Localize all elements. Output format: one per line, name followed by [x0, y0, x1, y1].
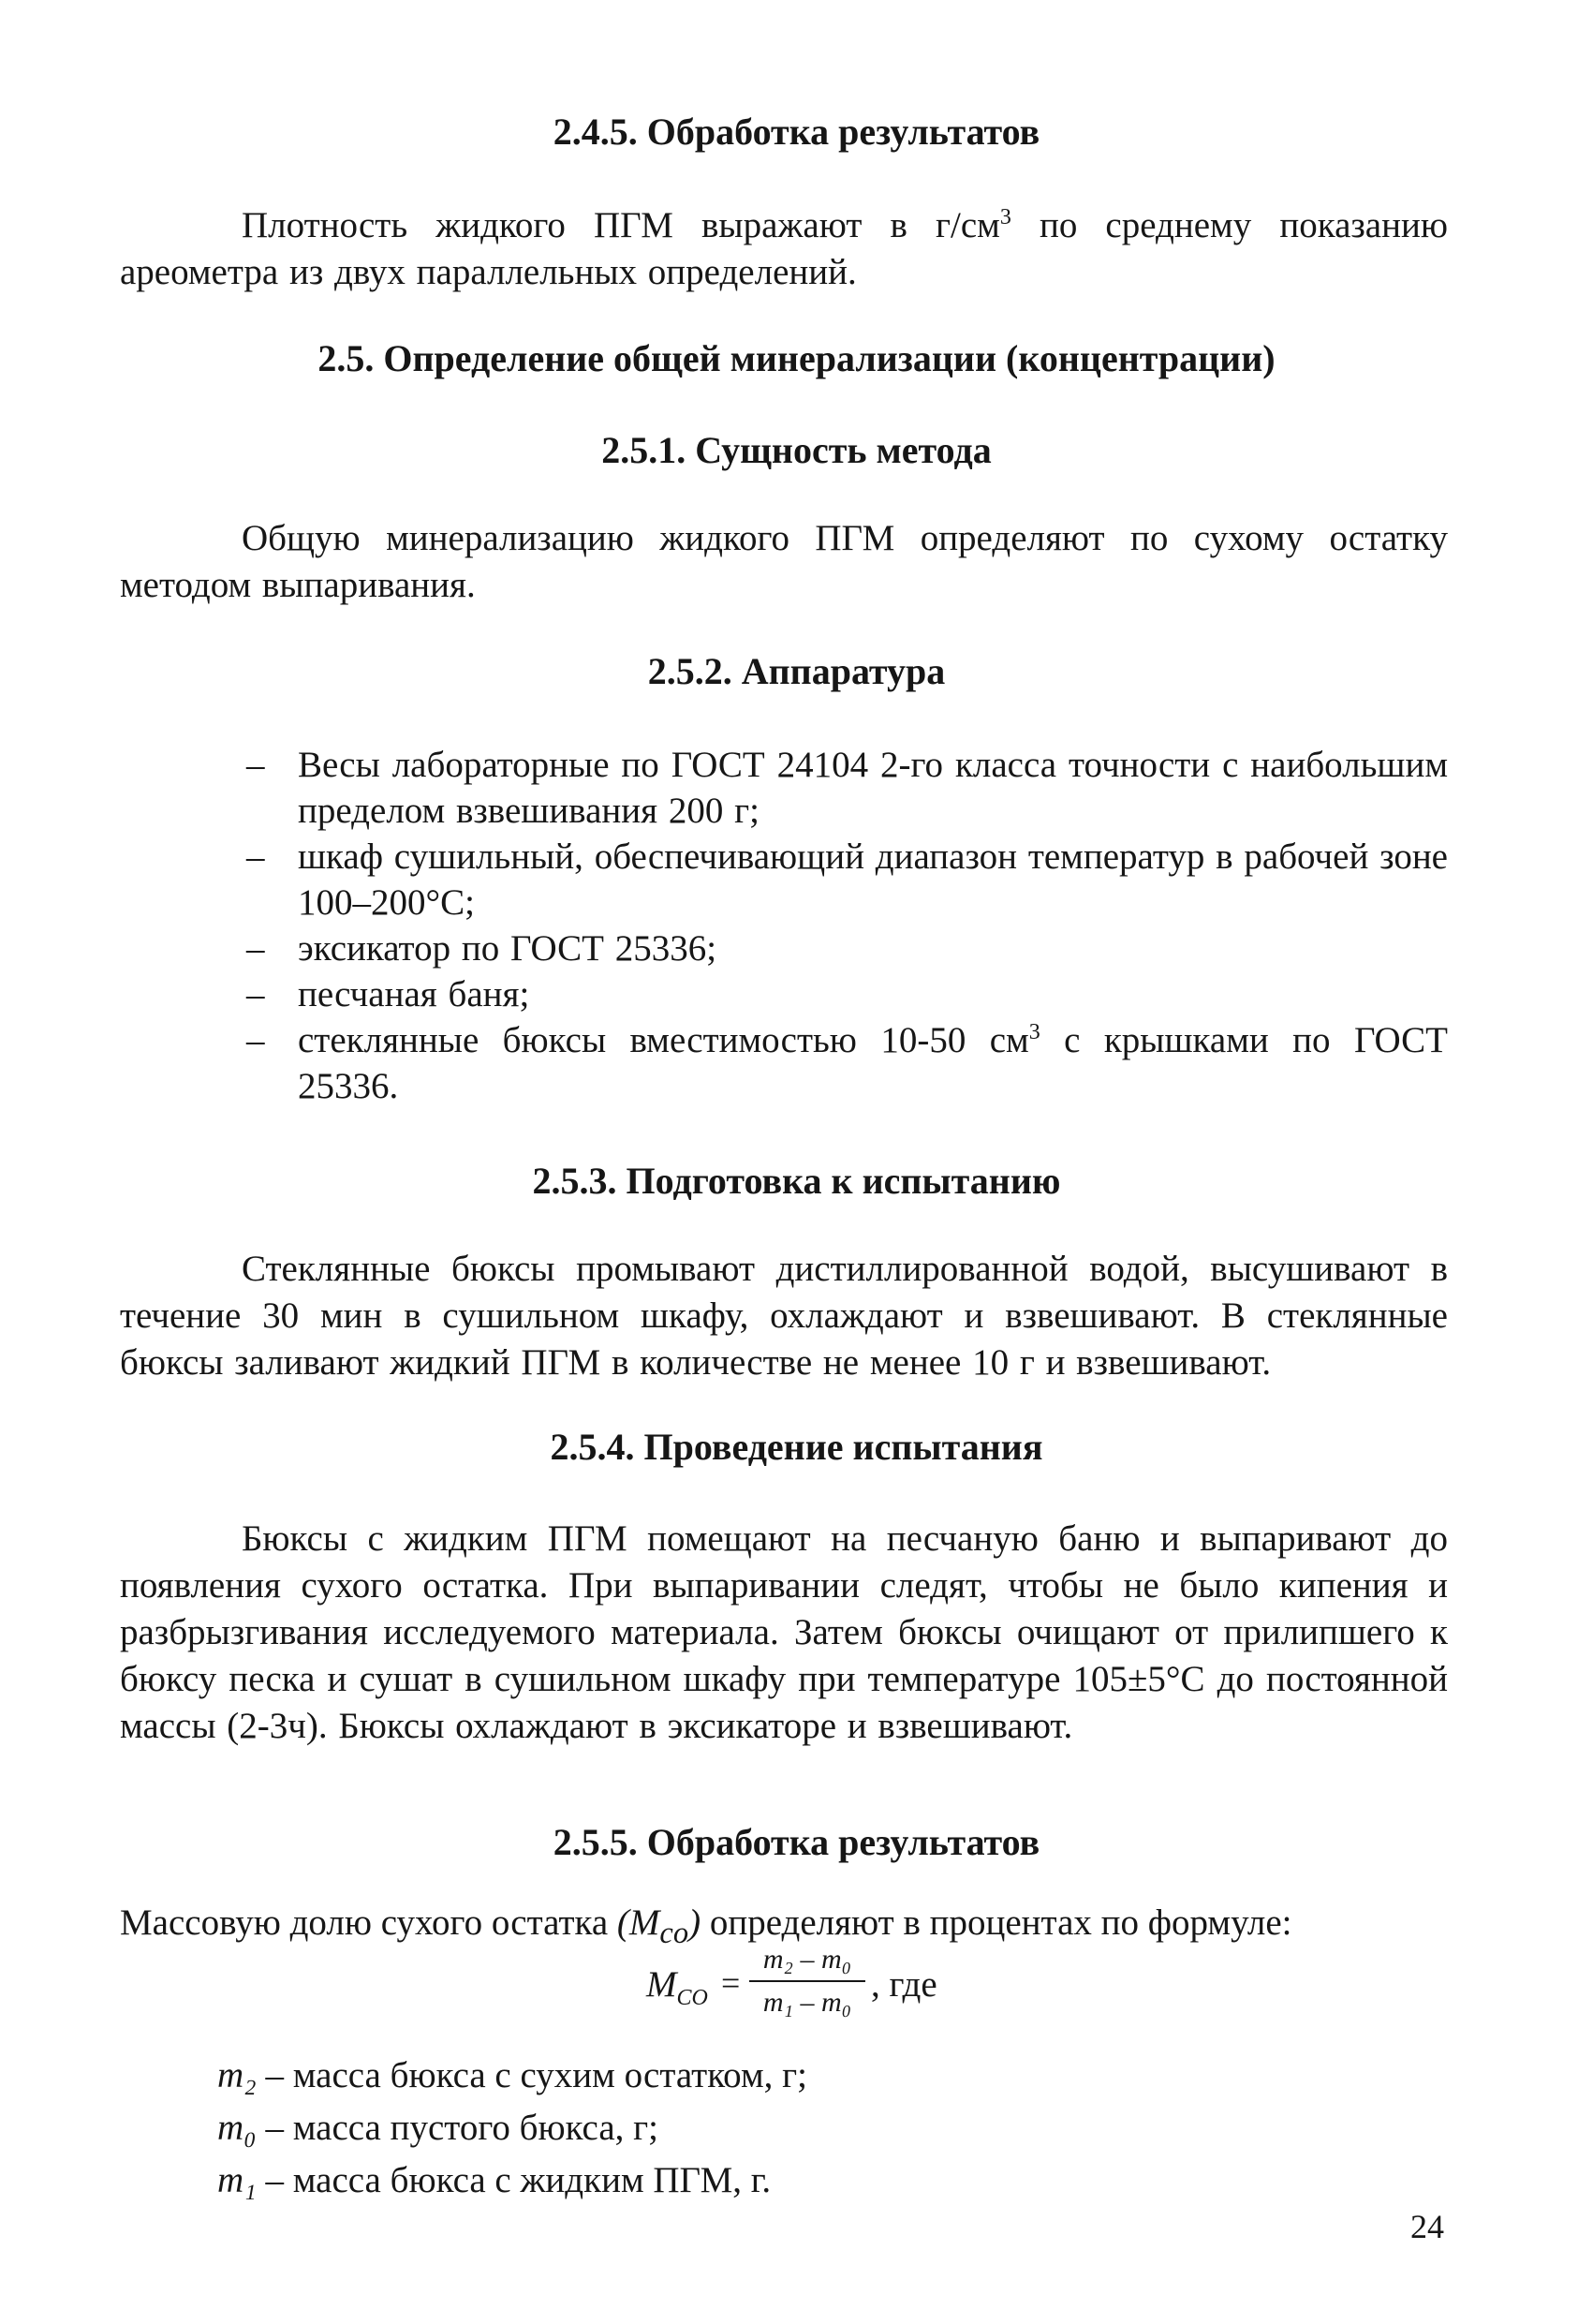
variable-definitions [217, 2050, 807, 2207]
density-text-a: Плотность жидкого ПГМ выражают в г/см [242, 205, 1000, 245]
equipment-item [120, 1017, 1448, 1109]
paragraph-density-result [120, 202, 1448, 296]
formula-fraction [749, 1941, 865, 2021]
heading-2-5-4: 2.5.4. Проведение испытания [550, 1426, 1043, 1468]
formula-denominator: m₁ – m₀ [762, 1987, 852, 2018]
page-number: 24 [1410, 2208, 1444, 2245]
formula-dry-residue [646, 1941, 1040, 2044]
heading-2-5-5: 2.5.5. Обработка результатов [553, 1821, 1040, 1863]
equipment-item-superscript: 3 [1028, 1020, 1040, 1044]
list-dash: – [246, 928, 265, 969]
paragraph-method-essence: Общую минерализацию жидкого ПГМ определяют по сухому остатку методом выпаривания. [120, 518, 1448, 605]
formula-lhs: $M_{CO}$ [646, 1964, 708, 2010]
variable-symbol: m₂ [217, 2055, 257, 2095]
equipment-list [120, 742, 1448, 1109]
list-dash: – [246, 974, 265, 1014]
formula-where: , где [871, 1964, 937, 2005]
heading-2-4-5: 2.4.5. Обработка результатов [553, 111, 1040, 153]
heading-2-5-2: 2.5.2. Аппаратура [647, 650, 946, 692]
density-text-b: по среднему показанию ареометра из двух параллельных определений. [120, 205, 1448, 292]
formula-equals: = [721, 1964, 741, 2002]
variable-definition [217, 2102, 807, 2154]
heading-2-5-1: 2.5.1. Сущность метода [601, 429, 992, 471]
equipment-item [120, 971, 1448, 1017]
equipment-item-text-a: стеклянные бюксы вместимостью 10-50 см [298, 1020, 1029, 1060]
formula-intro-subscript: co [659, 1916, 689, 1950]
variable-definition [217, 2154, 807, 2207]
equipment-item [120, 925, 1448, 971]
equipment-item-text: эксикатор по ГОСТ 25336; [298, 928, 717, 969]
formula-intro-text-a: Массовую долю сухого остатка [120, 1902, 617, 1943]
variable-description: – масса бюкса с жидким ПГМ, г. [256, 2160, 772, 2200]
variable-description: – масса бюкса с сухим остатком, г; [256, 2055, 807, 2095]
fraction-bar [749, 1980, 865, 1982]
equipment-item-text: песчаная баня; [298, 974, 530, 1014]
variable-definition [217, 2050, 807, 2102]
formula-lhs-subscript: CO [676, 1985, 708, 2010]
formula-intro-symbol: (M [616, 1902, 660, 1943]
heading-2-5-3: 2.5.3. Подготовка к испытанию [532, 1160, 1061, 1202]
equipment-item-text-b: с крышками по ГОСТ 25336. [298, 1020, 1448, 1106]
variable-description: – масса пустого бюкса, г; [256, 2108, 658, 2148]
formula-numerator: m₂ – m₀ [762, 1944, 852, 1975]
equipment-item [120, 834, 1448, 925]
equipment-item-text: Весы лабораторные по ГОСТ 24104 2-го класса точности с наибольшим пределом взвешивания 200 г; [298, 745, 1448, 831]
list-dash: – [246, 1020, 265, 1060]
list-dash: – [246, 836, 265, 877]
formula-intro-text-b: определяют в процентах по формуле: [701, 1902, 1292, 1943]
equipment-item-text: шкаф сушильный, обеспечивающий диапазон температур в рабочей зоне 100–200°С; [298, 836, 1448, 923]
density-superscript: 3 [999, 205, 1011, 229]
paragraph-preparation: Стеклянные бюксы промывают дистиллированной водой, высушивают в течение 30 мин в сушильном шкафу, охлаждают и взвешивают. В стеклянные бюксы заливают жидкий ПГМ в количестве не менее 10 г и взвешивают. [120, 1249, 1448, 1383]
paragraph-procedure: Бюксы с жидким ПГМ помещают на песчаную баню и выпаривают до появления сухого остатка. При выпаривании следят, чтобы не было кипения и разбрызгивания исследуемого материала. Затем бюксы очищают от прилипшего к бюксу песка и сушат в сушильном шкафу при температуре 105±5°С до постоянной массы (2-3ч). Бюксы охлаждают в эксикаторе и взвешивают. [120, 1518, 1448, 1746]
variable-symbol: m₁ [217, 2160, 257, 2200]
list-dash: – [246, 745, 265, 785]
formula-intro-close: ) [688, 1902, 701, 1943]
heading-2-5: 2.5. Определение общей минерализации (концентрации) [317, 337, 1276, 379]
variable-symbol: m₀ [217, 2108, 257, 2148]
equipment-item [120, 742, 1448, 834]
